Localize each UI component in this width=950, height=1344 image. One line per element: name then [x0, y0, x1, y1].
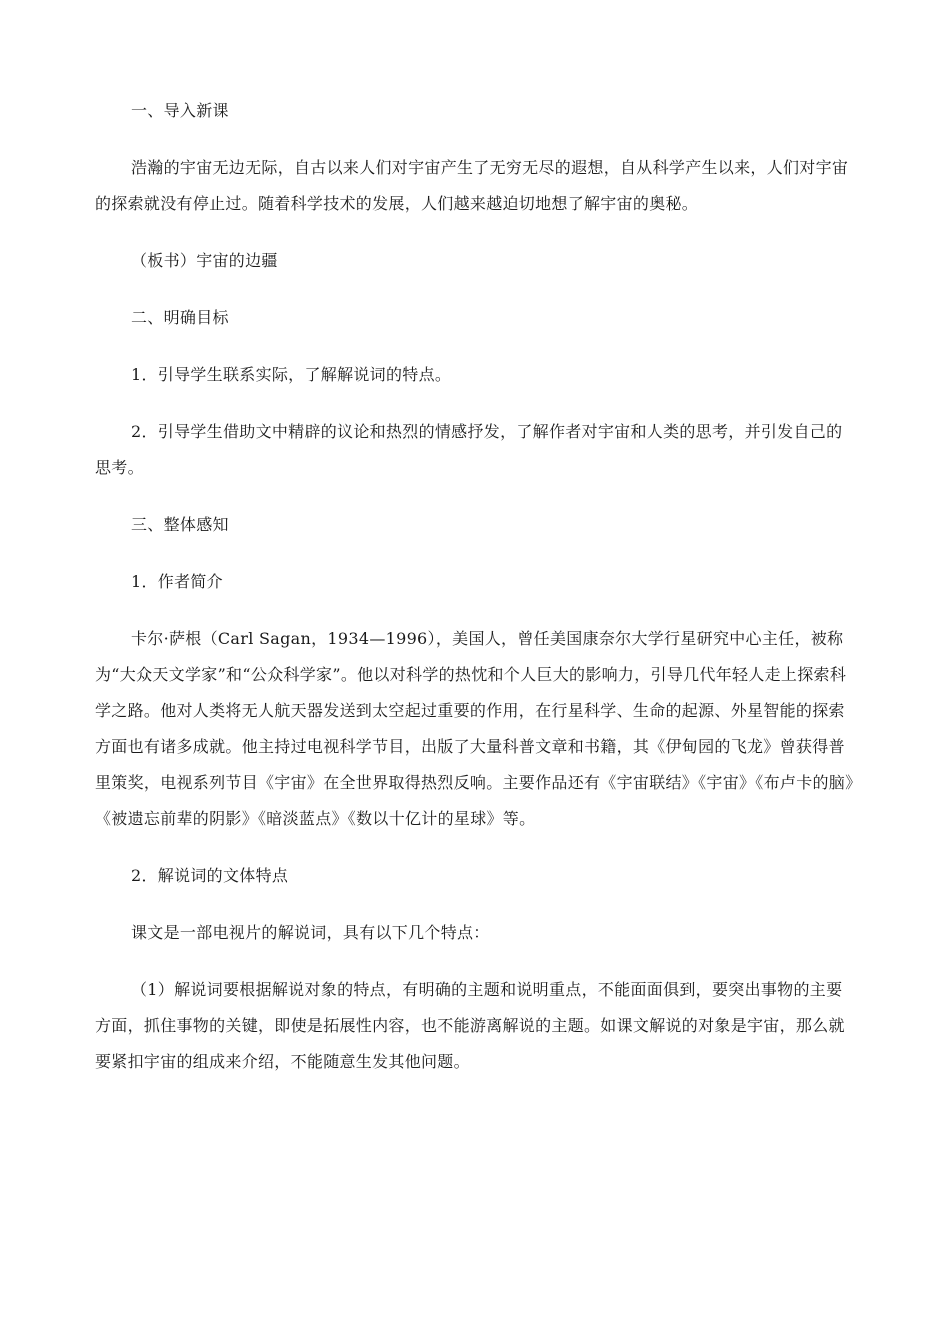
subheading-author: 1．作者简介: [131, 572, 223, 591]
section-heading-intro: 一、导入新课: [131, 101, 229, 120]
paragraph-genre-point-1: （1）解说词要根据解说对象的特点，有明确的主题和说明重点，不能面面俱到，要突出事物的主要方面，抓住事物的关键，即使是拓展性内容，也不能游离解说的主题。如课文解说的对象是宇宙，那么就要紧扣宇宙的组成来介绍，不能随意生发其他问题。: [95, 980, 845, 1071]
paragraph-board-note: （板书）宇宙的边疆: [131, 251, 278, 270]
subheading-genre: 2．解说词的文体特点: [131, 866, 289, 885]
section-heading-overview: 三、整体感知: [131, 515, 229, 534]
goal-item-1: 1．引导学生联系实际，了解解说词的特点。: [131, 365, 452, 384]
section-heading-goals: 二、明确目标: [131, 308, 229, 327]
goal-item-2: 2．引导学生借助文中精辟的议论和热烈的情感抒发，了解作者对宇宙和人类的思考，并引发自己的思考。: [95, 422, 843, 477]
paragraph-author-bio: 卡尔·萨根（Carl Sagan，1934—1996），美国人，曾任美国康奈尔大学行星研究中心主任，被称为“大众天文学家”和“公众科学家”。他以对科学的热忱和个人巨大的影响力，引导几代年轻人走上探索科学之路。他对人类将无人航天器发送到太空起过重要的作用，在行星科学、生命的起源、外星智能的探索方面也有诸多成就。他主持过电视科学节目，出版了大量科普文章和书籍，其《伊甸园的飞龙》曾获得普里策奖，电视系列节目《宇宙》在全世界取得热烈反响。主要作品还有《宇宙联结》《宇宙》《布卢卡的脑》《被遗忘前辈的阴影》《暗淡蓝点》《数以十亿计的星球》等。: [95, 629, 854, 828]
paragraph-intro: 浩瀚的宇宙无边无际，自古以来人们对宇宙产生了无穷无尽的遐想，自从科学产生以来，人们对宇宙的探索就没有停止过。随着科学技术的发展，人们越来越迫切地想了解宇宙的奥秘。: [95, 158, 849, 213]
document-page: [95, 93, 857, 1101]
paragraph-genre-intro: 课文是一部电视片的解说词，具有以下几个特点：: [131, 923, 490, 942]
